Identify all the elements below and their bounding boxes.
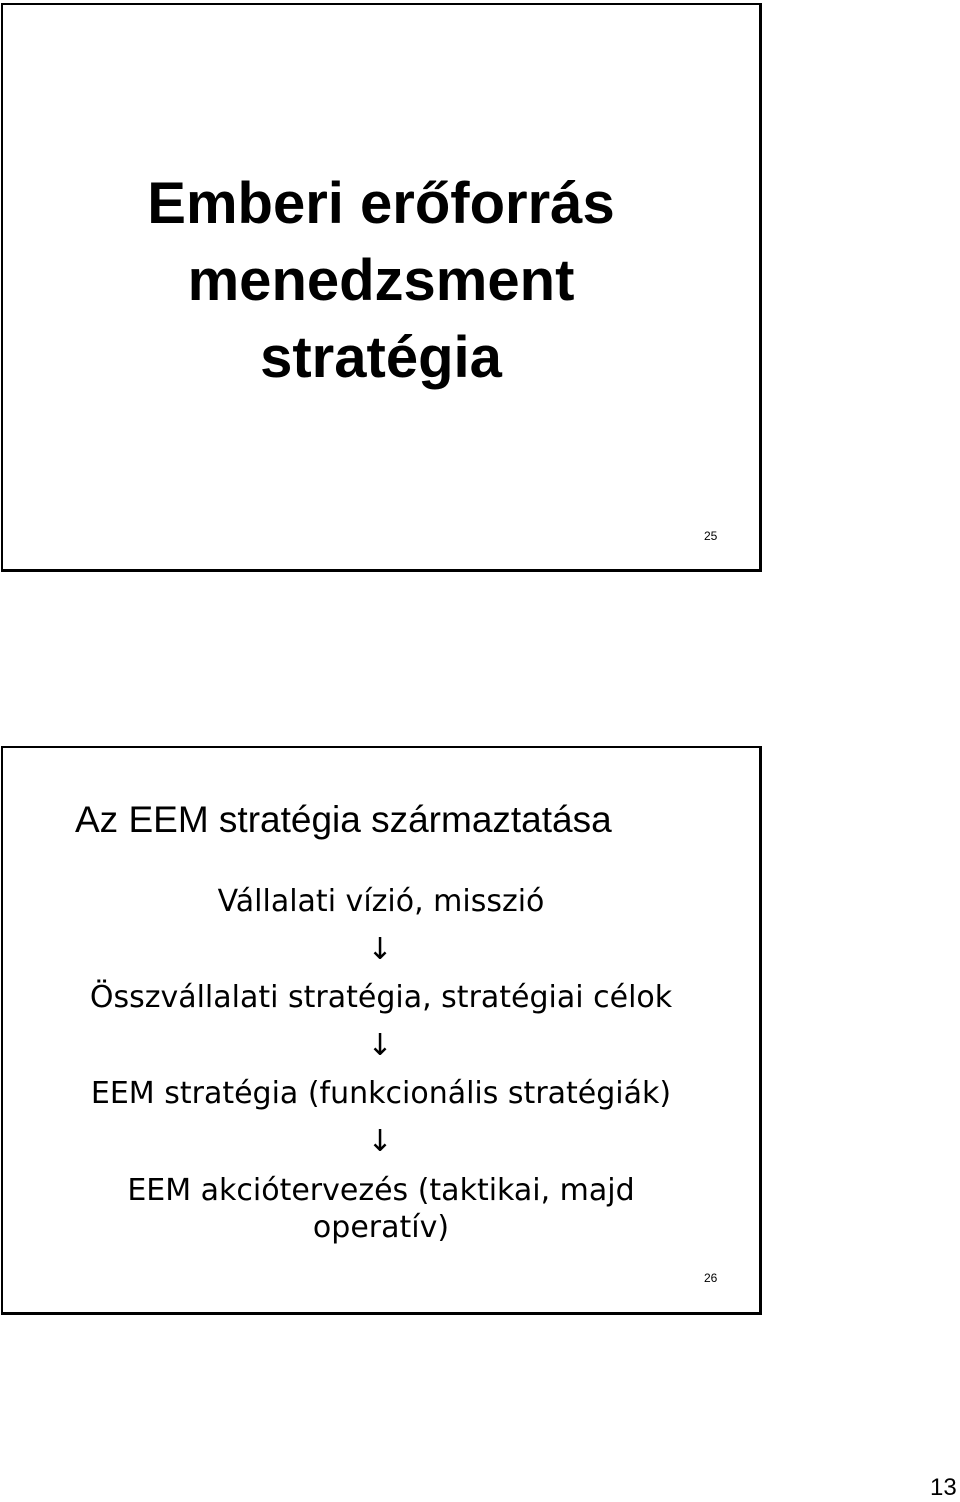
title-line-3: stratégia xyxy=(260,325,502,390)
title-line-1: Emberi erőforrás xyxy=(147,171,615,236)
flow-item-vision: Vállalati vízió, misszió xyxy=(217,884,545,919)
down-arrow-icon: ↓ xyxy=(367,932,393,967)
title-line-2: menedzsment xyxy=(187,248,575,313)
slide-heading: Az EEM stratégia származtatása xyxy=(75,799,612,840)
page-number: 13 xyxy=(930,1474,957,1501)
derivation-flow xyxy=(3,884,759,1246)
down-arrow-icon: ↓ xyxy=(367,1028,393,1063)
slide-number: 25 xyxy=(704,529,718,543)
slide-25 xyxy=(1,3,762,572)
slide-26 xyxy=(1,746,762,1315)
down-arrow-icon: ↓ xyxy=(367,1124,393,1159)
slide-title xyxy=(3,165,759,396)
flow-item-action-planning: EEM akciótervezés (taktikai, majd operatív) xyxy=(127,1173,635,1245)
slide-number: 26 xyxy=(704,1271,718,1285)
flow-item-hrm-strategy: EEM stratégia (funkcionális stratégiák) xyxy=(90,1076,672,1111)
flow-item-corporate-strategy: Összvállalati stratégia, stratégiai célok xyxy=(89,980,673,1015)
